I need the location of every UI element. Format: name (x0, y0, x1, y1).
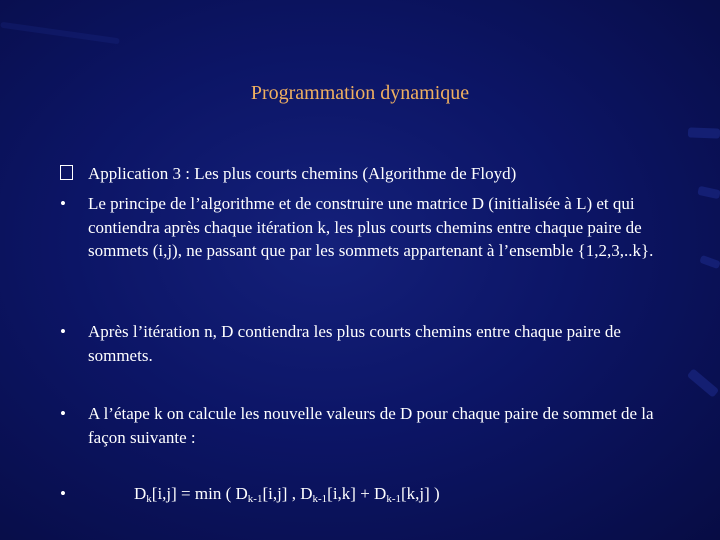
decorative-streak (687, 368, 719, 398)
floyd-formula (134, 484, 440, 504)
formula-part3: [i,k] + D (327, 484, 387, 503)
bullet-icon: • (60, 194, 66, 213)
bullet-icon: • (60, 484, 66, 503)
checkbox-icon (60, 162, 73, 186)
item-text: Application 3 : Les plus courts chemins (Algorithme de Floyd) (88, 164, 517, 183)
formula-part1: [i,j] = min ( D (151, 484, 248, 503)
formula-d: D (134, 484, 147, 503)
item-text: Après l’itération n, D contiendra les plus courts chemins entre chaque paire de sommets. (88, 322, 621, 365)
formula-part4: [k,j] ) (401, 484, 440, 503)
bullet-icon: • (60, 322, 66, 341)
item-text: Le principe de l’algorithme et de construire une matrice D (initialisée à L) et qui contiendra après chaque itération k, les plus courts chemins entre chaque paire de sommets (i,j), ne passant que par les sommets appartenant à l’ensemble {1,2,3,..k}. (88, 194, 654, 260)
formula-sub-k: k (146, 493, 152, 505)
decorative-streak (0, 22, 120, 45)
decorative-streak (688, 127, 720, 138)
item-text: A l’étape k on calcule les nouvelle valeurs de D pour chaque paire de sommet de la façon suivante : (88, 404, 654, 447)
formula-sub-km1: k-1 (386, 493, 402, 505)
bullet-icon: • (60, 404, 66, 423)
slide-title: Programmation dynamique (250, 82, 470, 104)
formula-part2: [i,j] , D (262, 484, 313, 503)
formula-sub-km1: k-1 (312, 493, 328, 505)
formula-sub-km1: k-1 (247, 493, 263, 505)
decorative-streak (699, 255, 720, 269)
decorative-streak (697, 186, 720, 199)
